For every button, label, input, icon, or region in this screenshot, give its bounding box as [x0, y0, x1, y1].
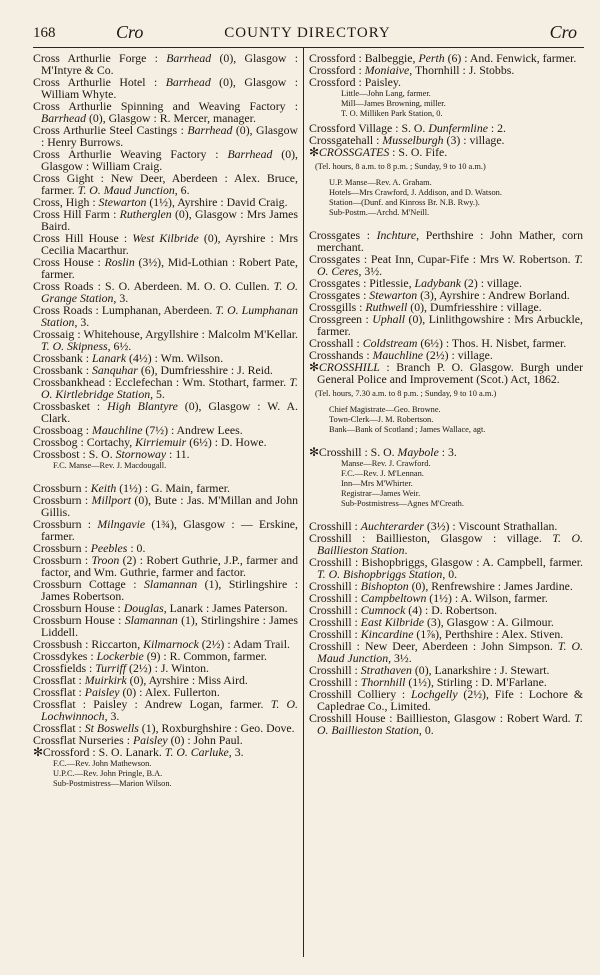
- entry-text: (9) : R. Common, farmer.: [143, 649, 267, 663]
- entry-text: Crossbush : Riccarton,: [33, 637, 144, 651]
- entry-text: Crosshill :: [309, 627, 361, 641]
- entry-text: ✻: [309, 145, 319, 159]
- entry-text: (0), Linlithgowshire : Mrs Arbuckle, farmer.: [317, 312, 583, 338]
- entry-text: Crossflat :: [33, 685, 85, 699]
- entry-text: Crosshill :: [309, 675, 361, 689]
- entry-text: (3), Glasgow : A. Gilmour.: [424, 615, 554, 629]
- entry-text: (2½), Fife : Lochore & Capledrae Co., Limited.: [317, 687, 583, 713]
- entry-text: Crossburn House :: [33, 613, 125, 627]
- entry-text: , 3.: [104, 709, 120, 723]
- entry-text: : S. O. Fife.: [389, 145, 448, 159]
- entry-text: (0) : John Paul.: [167, 733, 243, 747]
- entry-text: Crossburn :: [33, 517, 98, 531]
- entry-italic-text: T. O. Grange Station: [41, 279, 298, 305]
- entry-italic-text: Kilmarnock: [143, 637, 199, 651]
- directory-entry: [33, 400, 298, 424]
- entry-italic-text: Cumnock: [360, 603, 406, 617]
- entry-italic-text: T. O. Kirtlebridge Station: [41, 375, 298, 401]
- right-running-title: Cro: [549, 22, 577, 42]
- entry-italic-text: Douglas: [123, 601, 164, 615]
- entry-text: (1¾), Glasgow : — Erskine, farmer.: [41, 517, 298, 543]
- sub-entry-line: U.P. Manse—Rev. A. Graham.: [329, 178, 432, 187]
- entry-italic-text: Slamannan: [144, 577, 198, 591]
- entry-italic-text: Muirkirk: [84, 673, 127, 687]
- entry-text: (2) : Robert Guthrie, J.P., farmer and factor, and Wm. Guthrie, farmer and factor.: [41, 553, 298, 579]
- directory-entry: [33, 376, 298, 400]
- entry-text: : Branch P. O. Glasgow. Burgh under General Police and Improvement (Scot.) Act, 1862.: [317, 360, 583, 386]
- entry-italic-text: Auchterarder: [360, 519, 424, 533]
- entry-italic-text: T. O. Lochwinnoch: [41, 697, 298, 723]
- entry-italic-text: Slamannan: [124, 613, 178, 627]
- sub-entry-line: F.C. Manse—Rev. J. Macdougall.: [53, 461, 167, 470]
- entry-text: Cross Hill House :: [33, 231, 133, 245]
- directory-entry: [33, 172, 298, 196]
- directory-entry: [309, 532, 583, 556]
- entry-italic-text: Barrhead: [165, 75, 211, 89]
- sub-entry-list: [33, 461, 298, 471]
- entry-text: : 2.: [487, 121, 507, 135]
- entry-text: Crossaig : Whitehouse, Argyllshire : Malcolm M'Kellar.: [33, 327, 298, 341]
- entry-text: Crossburn :: [33, 481, 91, 495]
- entry-italic-text: Thornhill: [360, 675, 406, 689]
- entry-text: , 3½.: [388, 651, 412, 665]
- entry-text: : 11.: [166, 447, 190, 461]
- sub-entry-line: U.P.C.—Rev. John Pringle, B.A.: [53, 769, 163, 778]
- entry-text: Crossgates :: [309, 228, 377, 242]
- directory-entry: [33, 698, 298, 722]
- entry-text: Crosshill :: [309, 603, 361, 617]
- directory-entry: [33, 614, 298, 638]
- entry-text: (0), Renfrewshire : James Jardine.: [408, 579, 573, 593]
- entry-text: (0), Glasgow : R. Mercer, manager.: [86, 111, 256, 125]
- entry-italic-text: Paisley: [132, 733, 168, 747]
- entry-italic-text: T. O. Maud Junction: [317, 639, 583, 665]
- entry-italic-text: Moniaive: [364, 63, 410, 77]
- entry-text: Crossford : Balbeggie,: [309, 51, 419, 65]
- directory-entry: [309, 688, 583, 712]
- entry-text: (6½) : D. Howe.: [186, 435, 267, 449]
- directory-entry: [309, 313, 583, 337]
- sub-entry-line: Station—(Dunf. and Kinross Br. N.B. Rwy.).: [329, 198, 480, 207]
- entry-italic-text: T. O. Lumphanan Station: [41, 303, 299, 329]
- entry-text: Crossgates : Pitlessie,: [309, 276, 415, 290]
- entry-text: Crosshill :: [309, 591, 361, 605]
- sub-entry-list: [309, 178, 583, 218]
- entry-text: , 3.: [228, 745, 244, 759]
- entry-italic-text: Barrhead: [166, 51, 212, 65]
- sub-entry-line: Mill—James Browning, miller.: [341, 99, 446, 108]
- directory-entry: [33, 256, 298, 280]
- directory-entry: [33, 518, 298, 542]
- entry-text: Cross Arthurlie Spinning and Weaving Factory :: [33, 99, 298, 113]
- entry-italic-text: Uphall: [372, 312, 406, 326]
- entry-italic-text: Strathaven: [360, 663, 412, 677]
- directory-entry: [33, 208, 298, 232]
- header-rule: [33, 47, 584, 48]
- entry-text: (4½) : Wm. Wilson.: [126, 351, 224, 365]
- sub-entry-line: Chief Magistrate—Geo. Browne.: [329, 405, 441, 414]
- entry-text: Crossgates : Peat Inn, Cupar-Fife : Mrs W. Robertson.: [309, 252, 575, 266]
- entry-italic-text: Campbeltown: [360, 591, 427, 605]
- entry-italic-text: Millport: [91, 493, 131, 507]
- entry-text: (1½) : A. Wilson, farmer.: [426, 591, 548, 605]
- entry-italic-text: Mauchline: [372, 348, 424, 362]
- entry-text: , 6.: [174, 183, 190, 197]
- entry-text: Crossboag :: [33, 423, 92, 437]
- left-column: [33, 52, 298, 792]
- sub-entry-line: Manse—Rev. J. Crawford.: [341, 459, 431, 468]
- entry-italic-text: T. O. Carluke: [164, 745, 229, 759]
- entry-text: (6) : And. Fenwick, farmer.: [444, 51, 577, 65]
- entry-text: Cross Roads : S. O. Aberdeen. M. O. O. Cullen.: [33, 279, 274, 293]
- directory-entry: [309, 556, 583, 580]
- entry-text: Cross Arthurlie Steel Castings :: [33, 123, 188, 137]
- sub-entry-line: F.C.—Rev. J. M'Lennan.: [341, 469, 424, 478]
- entry-text: Crosshall :: [309, 336, 363, 350]
- entry-italic-text: Keith: [90, 481, 117, 495]
- entry-italic-text: Bishopton: [360, 579, 409, 593]
- entry-text: : 0.: [127, 541, 146, 555]
- directory-entry: [33, 124, 298, 148]
- entry-text: Crossflat :: [33, 673, 85, 687]
- entry-text: , 3.: [74, 315, 90, 329]
- directory-entry: [33, 578, 298, 602]
- directory-entry: [33, 494, 298, 518]
- directory-entry: [33, 328, 298, 352]
- directory-entry: [309, 640, 583, 664]
- entry-text: Crosshill House : Baillieston, Glasgow : Robert Ward.: [309, 711, 575, 725]
- directory-entry: [309, 253, 583, 277]
- entry-text: Cross Arthurlie Weaving Factory :: [33, 147, 228, 161]
- entry-text: Crossflat :: [33, 721, 85, 735]
- page-number: 168: [33, 25, 56, 41]
- entry-italic-text: Stornoway: [115, 447, 167, 461]
- entry-text: Cross Hill Farm :: [33, 207, 120, 221]
- entry-italic-text: T. O. Skipness: [41, 339, 108, 353]
- entry-italic-text: Lanark: [92, 351, 127, 365]
- entry-italic-text: Ruthwell: [365, 300, 408, 314]
- entry-italic-text: Roslin: [104, 255, 135, 269]
- entry-text: , 3½.: [358, 264, 383, 278]
- entry-text: (3½) : Viscount Strathallan.: [423, 519, 558, 533]
- entry-text: (0), Ayrshire : Mrs Cecilia Macarthur.: [41, 231, 298, 257]
- entry-text: (2½) : village.: [423, 348, 493, 362]
- entry-text: Crossford : Paisley.: [309, 75, 401, 89]
- entry-italic-text: Sanquhar: [92, 363, 138, 377]
- entry-italic-text: Barrhead: [227, 147, 273, 161]
- entry-italic-text: CROSSGATES: [318, 145, 390, 159]
- entry-text: (1½), Stirling : D. M'Farlane.: [405, 675, 547, 689]
- entry-text: Crosshands :: [309, 348, 373, 362]
- entry-text: , 3.: [113, 291, 129, 305]
- entry-italic-text: West Kilbride: [132, 231, 199, 245]
- entry-text: Cross House :: [33, 255, 105, 269]
- telegraph-hours-note: (Tel. hours, 7.30 a.m. to 8 p.m. ; Sunday, 9 to 10 a.m.): [315, 389, 497, 398]
- entry-text: , Lanark : James Paterson.: [163, 601, 288, 615]
- entry-italic-text: CROSSHILL: [318, 360, 380, 374]
- column-divider: [303, 47, 304, 957]
- sub-entry-line: Hotels—Mrs Crawford, J. Addison, and D. Watson.: [329, 188, 502, 197]
- sub-entry-line: Sub-Postm.—Archd. M'Neill.: [329, 208, 430, 217]
- entry-text: (3), Ayrshire : Andrew Borland.: [417, 288, 570, 302]
- entry-text: Crossbog : Cortachy,: [33, 435, 136, 449]
- sub-entry-line: Sub-Postmistress—Marion Wilson.: [53, 779, 172, 788]
- entry-text: (1), Roxburghshire : Geo. Dove.: [138, 721, 295, 735]
- entry-text: Crosshill Colliery :: [309, 687, 412, 701]
- entry-text: Crossford Village : S. O.: [309, 121, 429, 135]
- entry-text: Cross Arthurlie Hotel :: [33, 75, 166, 89]
- entry-italic-text: T. O. Maud Junction: [77, 183, 175, 197]
- entry-text: .: [404, 543, 408, 557]
- directory-entry: [33, 232, 298, 256]
- directory-entry: [33, 746, 298, 758]
- left-running-title: Cro: [116, 22, 144, 42]
- sub-entry-line: T. O. Milliken Park Station, 0.: [341, 109, 443, 118]
- directory-entry: [309, 446, 583, 458]
- entry-italic-text: East Kilbride: [360, 615, 425, 629]
- entry-italic-text: T. O. Ceres: [317, 252, 583, 278]
- entry-italic-text: Lochgelly: [411, 687, 458, 701]
- entry-italic-text: Inchture: [376, 228, 417, 242]
- entry-italic-text: T. O. Bishopbriggs Station: [317, 567, 443, 581]
- entry-italic-text: Coldstream: [362, 336, 418, 350]
- entry-italic-text: Paisley: [84, 685, 120, 699]
- entry-italic-text: Milngavie: [97, 517, 146, 531]
- entry-text: ✻: [309, 360, 319, 374]
- entry-text: Crosshill :: [309, 663, 361, 677]
- entry-italic-text: St Boswells: [84, 721, 139, 735]
- entry-text: Crossflat Nurseries :: [33, 733, 133, 747]
- directory-entry: [309, 712, 583, 736]
- entry-text: (1⅞), Perthshire : Alex. Stiven.: [413, 627, 564, 641]
- entry-text: (6), Dumfriesshire : J. Reid.: [137, 363, 273, 377]
- entry-text: Crosshill :: [309, 579, 361, 593]
- entry-italic-text: Stewarton: [369, 288, 418, 302]
- entry-text: (0) : Alex. Fullerton.: [119, 685, 220, 699]
- sub-entry-list: [309, 89, 583, 119]
- entry-text: Crossburn :: [33, 493, 92, 507]
- entry-text: (2½) : J. Winton.: [126, 661, 209, 675]
- entry-text: (2½) : Adam Trail.: [198, 637, 290, 651]
- entry-text: , 0.: [442, 567, 458, 581]
- entry-text: Crosshill :: [309, 519, 361, 533]
- directory-entry: [309, 146, 583, 158]
- sub-entry-line: Little—John Lang, farmer.: [341, 89, 431, 98]
- entry-text: (0), Glasgow : Henry Burrows.: [41, 123, 298, 149]
- entry-text: (0), Ayrshire : Miss Aird.: [126, 673, 248, 687]
- entry-text: , 6½.: [107, 339, 132, 353]
- entry-italic-text: Perth: [418, 51, 445, 65]
- sub-entry-line: Sub-Postmistress—Agnes M'Creath.: [341, 499, 464, 508]
- right-column: [309, 52, 583, 736]
- entry-italic-text: Kincardine: [360, 627, 414, 641]
- entry-italic-text: Barrhead: [187, 123, 233, 137]
- sub-entry-line: Registrar—James Weir.: [341, 489, 421, 498]
- entry-text: (0), Glasgow : M'Intyre & Co.: [41, 51, 298, 77]
- entry-text: Crossfields :: [33, 661, 96, 675]
- sub-entry-list: [309, 405, 583, 435]
- entry-text: Crossburn Cottage :: [33, 577, 145, 591]
- directory-entry: [33, 148, 298, 172]
- sub-entry-line: Town-Clerk—J. M. Robertson.: [329, 415, 434, 424]
- entry-text: (1), Stirlingshire : James Robertson.: [41, 577, 298, 603]
- entry-text: Crossburn :: [33, 541, 91, 555]
- sub-entry-list: [33, 759, 298, 789]
- entry-text: Crossburn :: [33, 553, 92, 567]
- entry-text: Crossgreen :: [309, 312, 373, 326]
- sub-entry-list: [309, 459, 583, 509]
- entry-italic-text: Rutherglen: [119, 207, 172, 221]
- entry-text: (1), Stirlingshire : James Liddell.: [41, 613, 298, 639]
- directory-entry: [33, 304, 298, 328]
- directory-entry: [309, 229, 583, 253]
- entry-text: , Perthshire : John Mather, corn merchant.: [317, 228, 583, 254]
- entry-italic-text: T. O. Baillieston Station: [317, 711, 583, 737]
- entry-italic-text: High Blantyre: [107, 399, 178, 413]
- entry-text: (0), Lanarkshire : J. Stewart.: [411, 663, 550, 677]
- entry-italic-text: Troon: [91, 553, 120, 567]
- entry-text: Crossford :: [309, 63, 365, 77]
- entry-text: , 0.: [418, 723, 434, 737]
- telegraph-hours-note: (Tel. hours, 8 a.m. to 8 p.m. ; Sunday, 9 to 10 a.m.): [315, 162, 486, 171]
- entry-text: Crossbank :: [33, 351, 92, 365]
- entry-text: (3) : village.: [443, 133, 505, 147]
- entry-text: ✻Crossford : S. O. Lanark.: [33, 745, 165, 759]
- entry-italic-text: Barrhead: [41, 111, 87, 125]
- entry-text: Crossflat : Paisley : Andrew Logan, farmer.: [33, 697, 271, 711]
- directory-entry: [33, 76, 298, 100]
- entry-text: (1½), Ayrshire : David Craig.: [146, 195, 288, 209]
- entry-text: Crossbost : S. O.: [33, 447, 116, 461]
- directory-entry: [33, 280, 298, 304]
- entry-text: (0), Glasgow : Mrs James Baird.: [41, 207, 298, 233]
- entry-text: (0), Bute : Jas. M'Millan and John Gillis.: [41, 493, 298, 519]
- entry-text: Crossbasket :: [33, 399, 108, 413]
- entry-text: Cross, High :: [33, 195, 99, 209]
- entry-italic-text: T. O. Baillieston Station: [317, 531, 583, 557]
- entry-text: Cross Gight : New Deer, Aberdeen : Alex. Bruce, farmer.: [33, 171, 298, 197]
- directory-entry: [309, 361, 583, 385]
- entry-text: Crosshill : Baillieston, Glasgow : village.: [309, 531, 553, 545]
- directory-entry: [33, 554, 298, 578]
- directory-entry: [309, 76, 583, 88]
- entry-text: Crossbank :: [33, 363, 92, 377]
- entry-text: Cross Roads : Lumphanan, Aberdeen.: [33, 303, 216, 317]
- entry-italic-text: Kirriemuir: [135, 435, 187, 449]
- entry-italic-text: Turriff: [95, 661, 127, 675]
- entry-italic-text: Stewarton: [98, 195, 147, 209]
- entry-italic-text: Dunfermline: [428, 121, 488, 135]
- entry-text: Crossbankhead : Ecclefechan : Wm. Stothart, farmer.: [33, 375, 290, 389]
- entry-italic-text: Musselburgh: [382, 133, 444, 147]
- entry-text: , Thornhill : J. Stobbs.: [409, 63, 515, 77]
- entry-text: Crosshill : New Deer, Aberdeen : John Simpson.: [309, 639, 558, 653]
- entry-text: (0), Glasgow : William Whyte.: [41, 75, 298, 101]
- entry-text: (0), Glasgow : William Craig.: [41, 147, 299, 173]
- entry-text: (3½), Mid-Lothian : Robert Pate, farmer.: [41, 255, 298, 281]
- entry-italic-text: Ladybank: [414, 276, 462, 290]
- sub-entry-line: F.C.—Rev. John Mathewson.: [53, 759, 152, 768]
- page-title: COUNTY DIRECTORY: [224, 25, 391, 41]
- directory-entry: [33, 448, 298, 460]
- entry-text: (0), Glasgow : W. A. Clark.: [41, 399, 298, 425]
- entry-text: Crossburn House :: [33, 601, 124, 615]
- page-header: [33, 22, 582, 46]
- entry-text: (4) : D. Robertson.: [405, 603, 498, 617]
- entry-italic-text: Peebles: [90, 541, 128, 555]
- entry-text: (7½) : Andrew Lees.: [142, 423, 243, 437]
- entry-italic-text: Lockerbie: [96, 649, 144, 663]
- sub-entry-line: Bank—Bank of Scotland ; James Wallace, agt.: [329, 425, 486, 434]
- entry-text: : 3.: [438, 445, 457, 459]
- entry-text: Crossgills :: [309, 300, 366, 314]
- entry-text: (1½) : G. Main, farmer.: [116, 481, 230, 495]
- entry-text: ✻Crosshill : S. O.: [309, 445, 398, 459]
- sub-entry-line: Inn—Mrs M'Whirter.: [341, 479, 413, 488]
- entry-italic-text: Mauchline: [92, 423, 143, 437]
- entry-text: Cross Arthurlie Forge :: [33, 51, 167, 65]
- entry-text: , 5.: [150, 387, 165, 401]
- entry-text: (0), Dumfriesshire : village.: [407, 300, 542, 314]
- entry-text: Crosshill : Bishopbriggs, Glasgow : A. Campbell, farmer.: [309, 555, 583, 569]
- directory-entry: [33, 100, 298, 124]
- entry-text: Crossdykes :: [33, 649, 97, 663]
- entry-text: Crosshill :: [309, 615, 361, 629]
- entry-text: (6½) : Thos. H. Nisbet, farmer.: [417, 336, 567, 350]
- entry-text: (2) : village.: [461, 276, 522, 290]
- entry-italic-text: Maybole: [397, 445, 439, 459]
- entry-text: Crossgates :: [309, 288, 370, 302]
- directory-entry: [33, 52, 298, 76]
- entry-text: Crossgatehall :: [309, 133, 383, 147]
